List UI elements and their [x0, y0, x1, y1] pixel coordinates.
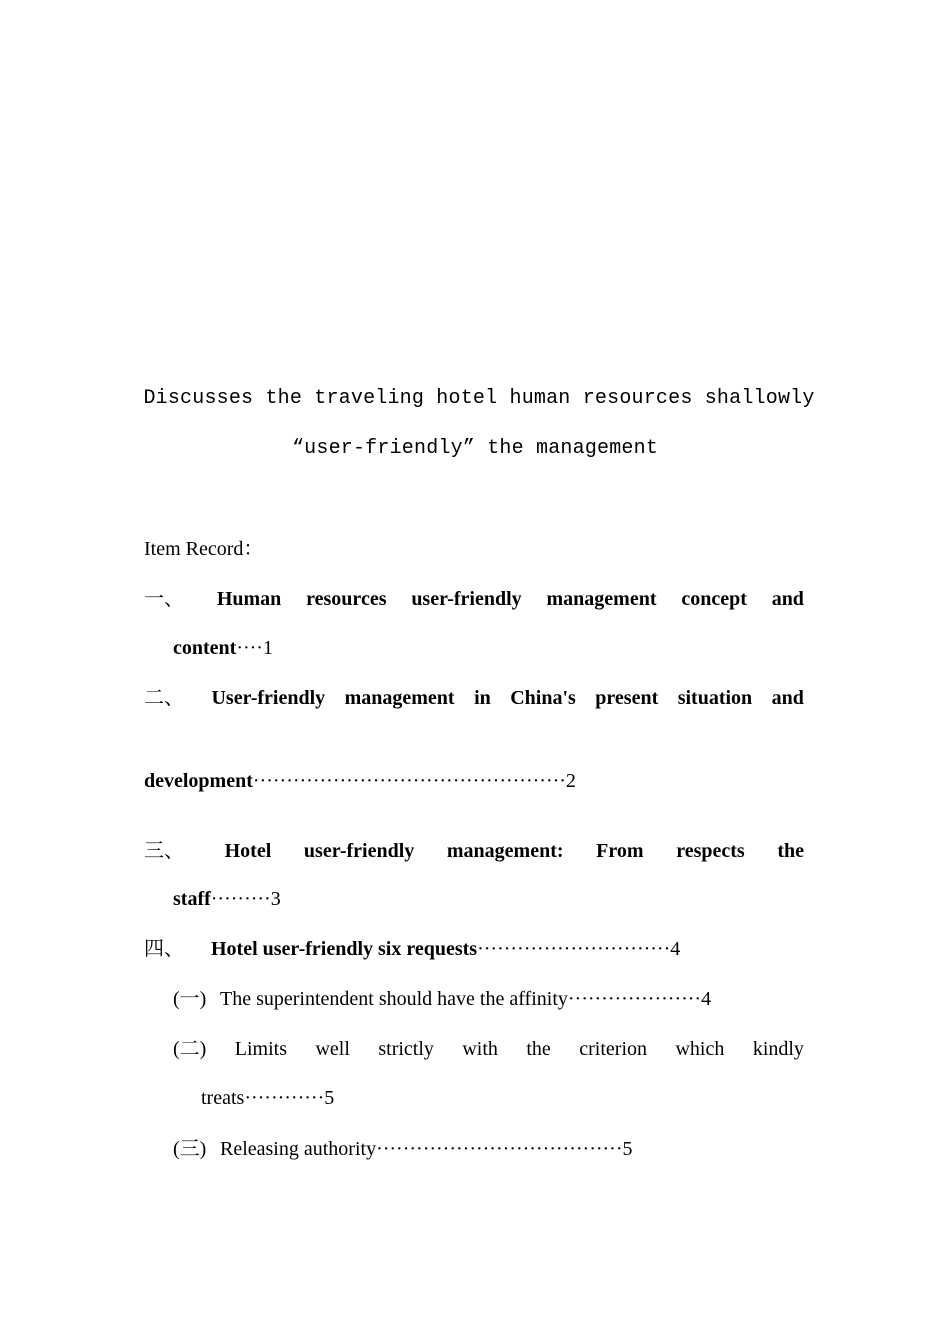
toc-subitem-text: Releasing authority — [220, 1138, 377, 1160]
toc-heading: Item Record： — [144, 538, 264, 560]
toc-leader-dots: ··············································· — [252, 770, 566, 792]
toc-item-label: 三、 — [144, 840, 184, 862]
toc-leader-dots: ····································· — [376, 1138, 623, 1160]
toc-word: management — [344, 687, 455, 709]
toc-page-number: 5 — [622, 1138, 633, 1160]
toc-word: China's — [510, 687, 576, 709]
toc-word: situation — [677, 687, 753, 709]
toc-word: From — [596, 840, 644, 862]
toc-word: Limits — [234, 1038, 288, 1060]
toc-page-number: 4 — [701, 988, 712, 1010]
toc-item-3-line-1[interactable] — [144, 838, 804, 864]
toc-word: and — [771, 687, 804, 709]
toc-word: strictly — [378, 1038, 434, 1060]
toc-word: management — [546, 588, 657, 610]
toc-item-1-line-1[interactable] — [144, 586, 804, 612]
toc-word: and — [771, 588, 804, 610]
toc-item-label: 二、 — [144, 687, 184, 709]
toc-word: present — [595, 687, 659, 709]
toc-leader-dots: ····························· — [477, 938, 671, 960]
toc-item-3-line-2[interactable] — [173, 886, 281, 912]
toc-leader-dots: ············ — [244, 1087, 325, 1109]
toc-subitem-2-line-2[interactable] — [201, 1085, 334, 1111]
toc-item-1-line-2[interactable] — [173, 635, 273, 661]
toc-item-text: staff — [173, 888, 211, 910]
toc-leader-dots: ········· — [210, 888, 271, 910]
toc-subitem-2-line-1[interactable] — [173, 1036, 804, 1062]
toc-word: criterion — [579, 1038, 648, 1060]
toc-word: with — [462, 1038, 498, 1060]
toc-page-number: 2 — [565, 770, 576, 792]
toc-subitem-label: (二) — [173, 1038, 207, 1060]
toc-word: user-friendly — [303, 840, 415, 862]
toc-subitem-3[interactable] — [173, 1136, 633, 1162]
toc-subitem-label: (三) — [173, 1138, 207, 1160]
toc-word: resources — [306, 588, 387, 610]
toc-word: the — [777, 840, 804, 862]
toc-leader-dots: ···················· — [567, 988, 702, 1010]
toc-word: respects — [676, 840, 745, 862]
toc-page-number: 1 — [262, 637, 273, 659]
toc-word: Hotel — [224, 840, 272, 862]
toc-page-number: 3 — [270, 888, 281, 910]
toc-subitem-label: (一) — [173, 988, 207, 1010]
document-title-line-1: Discusses the traveling hotel human resources shallowly — [143, 387, 815, 410]
toc-word: which — [675, 1038, 725, 1060]
toc-word: the — [526, 1038, 551, 1060]
toc-word: concept — [681, 588, 747, 610]
toc-word: in — [474, 687, 491, 709]
toc-leader-dots: ···· — [236, 637, 263, 659]
toc-item-label: 一、 — [144, 588, 184, 610]
toc-item-text: development — [144, 770, 253, 792]
toc-word: management: — [446, 840, 564, 862]
toc-page-number: 5 — [324, 1087, 335, 1109]
toc-item-4[interactable] — [144, 936, 680, 962]
document-title-line-2: “user-friendly” the management — [291, 437, 659, 460]
toc-word: kindly — [752, 1038, 804, 1060]
toc-word: User-friendly — [211, 687, 326, 709]
toc-page-number: 4 — [670, 938, 681, 960]
toc-word: user-friendly — [411, 588, 522, 610]
toc-subitem-1[interactable] — [173, 986, 711, 1012]
toc-item-2-line-2[interactable] — [144, 768, 576, 794]
toc-word: Human — [216, 588, 282, 610]
toc-subitem-text: The superintendent should have the affinity — [220, 988, 568, 1010]
toc-word: well — [315, 1038, 350, 1060]
toc-item-label: 四、 — [144, 938, 184, 960]
toc-item-2-line-1[interactable] — [144, 685, 804, 711]
toc-item-text: content — [173, 637, 237, 659]
toc-item-text: Hotel user-friendly six requests — [211, 938, 478, 960]
toc-subitem-text: treats — [201, 1087, 245, 1109]
